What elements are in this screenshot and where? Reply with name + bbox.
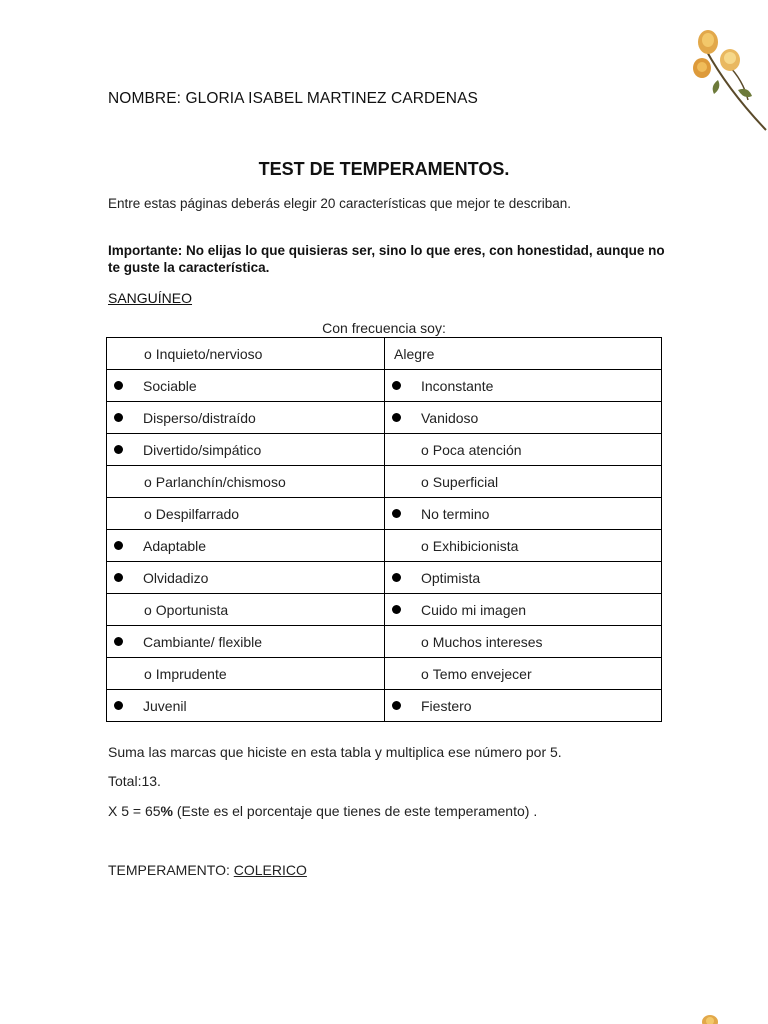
trait-label: No termino bbox=[421, 505, 490, 522]
trait-cell-right bbox=[385, 370, 662, 402]
table-row bbox=[107, 466, 662, 498]
unchecked-marker: o bbox=[421, 441, 429, 458]
trait-label: Superficial bbox=[432, 473, 499, 490]
total-text: Total:13. bbox=[108, 773, 161, 789]
trait-cell-right bbox=[385, 338, 662, 370]
formula-text bbox=[108, 803, 537, 819]
trait-label: Muchos intereses bbox=[432, 633, 543, 650]
trait-cell-left bbox=[107, 562, 385, 594]
instruction-text: Suma las marcas que hiciste en esta tabla y multiplica ese número por 5. bbox=[108, 744, 562, 760]
bullet-icon bbox=[114, 445, 123, 454]
trait-label: Divertido/simpático bbox=[143, 441, 262, 458]
roses-decoration bbox=[688, 20, 768, 140]
bullet-icon bbox=[392, 509, 401, 518]
unchecked-marker: o bbox=[144, 665, 152, 682]
table-caption: Con frecuencia soy: bbox=[322, 320, 446, 336]
formula-percent: % bbox=[160, 803, 173, 819]
trait-label: Parlanchín/chismoso bbox=[155, 473, 286, 490]
table-row bbox=[107, 402, 662, 434]
trait-label: Poca atención bbox=[432, 441, 522, 458]
unchecked-marker: o bbox=[421, 665, 429, 682]
trait-label: Juvenil bbox=[143, 697, 187, 714]
trait-label: Exhibicionista bbox=[432, 537, 519, 554]
table-row bbox=[107, 370, 662, 402]
trait-label: Adaptable bbox=[143, 537, 207, 554]
trait-cell-right bbox=[385, 498, 662, 530]
unchecked-marker: o bbox=[144, 473, 152, 490]
trait-cell-right bbox=[385, 690, 662, 722]
trait-cell-left bbox=[107, 402, 385, 434]
formula-suffix: (Este es el porcentaje que tienes de este temperamento) . bbox=[173, 803, 538, 819]
trait-cell-left bbox=[107, 338, 385, 370]
trait-label: Olvidadizo bbox=[143, 569, 209, 586]
trait-cell-right bbox=[385, 434, 662, 466]
trait-label: Disperso/distraído bbox=[143, 409, 256, 426]
unchecked-marker: o bbox=[421, 537, 429, 554]
trait-cell-left bbox=[107, 658, 385, 690]
unchecked-marker: o bbox=[421, 633, 429, 650]
table-row bbox=[107, 626, 662, 658]
bullet-icon bbox=[392, 701, 401, 710]
table-row bbox=[107, 562, 662, 594]
trait-label: Inquieto/nervioso bbox=[155, 345, 263, 362]
trait-cell-left bbox=[107, 594, 385, 626]
table-row bbox=[107, 338, 662, 370]
trait-cell-left bbox=[107, 626, 385, 658]
page-title: TEST DE TEMPERAMENTOS. bbox=[258, 159, 510, 179]
trait-cell-right bbox=[385, 626, 662, 658]
bullet-icon bbox=[392, 381, 401, 390]
table-row bbox=[107, 498, 662, 530]
traits-table bbox=[106, 337, 662, 722]
trait-cell-right bbox=[385, 594, 662, 626]
trait-cell-left bbox=[107, 498, 385, 530]
temperament-result bbox=[108, 862, 307, 878]
trait-cell-left bbox=[107, 530, 385, 562]
bullet-icon bbox=[392, 413, 401, 422]
bullet-icon bbox=[114, 701, 123, 710]
table-row bbox=[107, 530, 662, 562]
trait-cell-right bbox=[385, 530, 662, 562]
table-row bbox=[107, 434, 662, 466]
trait-label: Optimista bbox=[421, 569, 481, 586]
bullet-icon bbox=[114, 413, 123, 422]
trait-label: Cambiante/ flexible bbox=[143, 633, 263, 650]
temperament-label: TEMPERAMENTO: bbox=[108, 862, 234, 878]
unchecked-marker: o bbox=[144, 505, 152, 522]
trait-label: Vanidoso bbox=[421, 409, 479, 426]
formula-prefix: X 5 = 65 bbox=[108, 803, 161, 819]
intro-text: Entre estas páginas deberás elegir 20 características que mejor te describan. bbox=[108, 196, 572, 211]
trait-label: Cuido mi imagen bbox=[421, 601, 527, 618]
trait-label: Oportunista bbox=[155, 601, 229, 618]
trait-cell-right bbox=[385, 402, 662, 434]
trait-label: Alegre bbox=[394, 345, 435, 362]
important-note: Importante: No elijas lo que quisieras ser, sino lo que eres, con honestidad, aunque no te guste la característica. bbox=[108, 243, 665, 275]
bullet-icon bbox=[392, 605, 401, 614]
table-row bbox=[107, 594, 662, 626]
section-heading: SANGUÍNEO bbox=[108, 290, 193, 306]
bullet-icon bbox=[392, 573, 401, 582]
trait-cell-right bbox=[385, 562, 662, 594]
bullet-icon bbox=[114, 541, 123, 550]
unchecked-marker: o bbox=[421, 473, 429, 490]
temperament-value: COLERICO bbox=[233, 862, 307, 878]
table-row bbox=[107, 658, 662, 690]
student-name: NOMBRE: GLORIA ISABEL MARTINEZ CARDENAS bbox=[108, 90, 478, 107]
trait-cell-left bbox=[107, 370, 385, 402]
trait-cell-left bbox=[107, 466, 385, 498]
trait-label: Fiestero bbox=[421, 697, 472, 714]
trait-cell-right bbox=[385, 466, 662, 498]
unchecked-marker: o bbox=[144, 345, 152, 362]
rose-decoration bbox=[695, 1010, 725, 1024]
trait-label: Sociable bbox=[143, 377, 197, 394]
unchecked-marker: o bbox=[144, 601, 152, 618]
table-row bbox=[107, 690, 662, 722]
trait-label: Imprudente bbox=[155, 665, 227, 682]
trait-cell-left bbox=[107, 434, 385, 466]
trait-cell-left bbox=[107, 690, 385, 722]
bullet-icon bbox=[114, 381, 123, 390]
bullet-icon bbox=[114, 573, 123, 582]
trait-cell-right bbox=[385, 658, 662, 690]
trait-label: Inconstante bbox=[421, 377, 494, 394]
trait-label: Temo envejecer bbox=[432, 665, 532, 682]
bullet-icon bbox=[114, 637, 123, 646]
trait-label: Despilfarrado bbox=[155, 505, 240, 522]
